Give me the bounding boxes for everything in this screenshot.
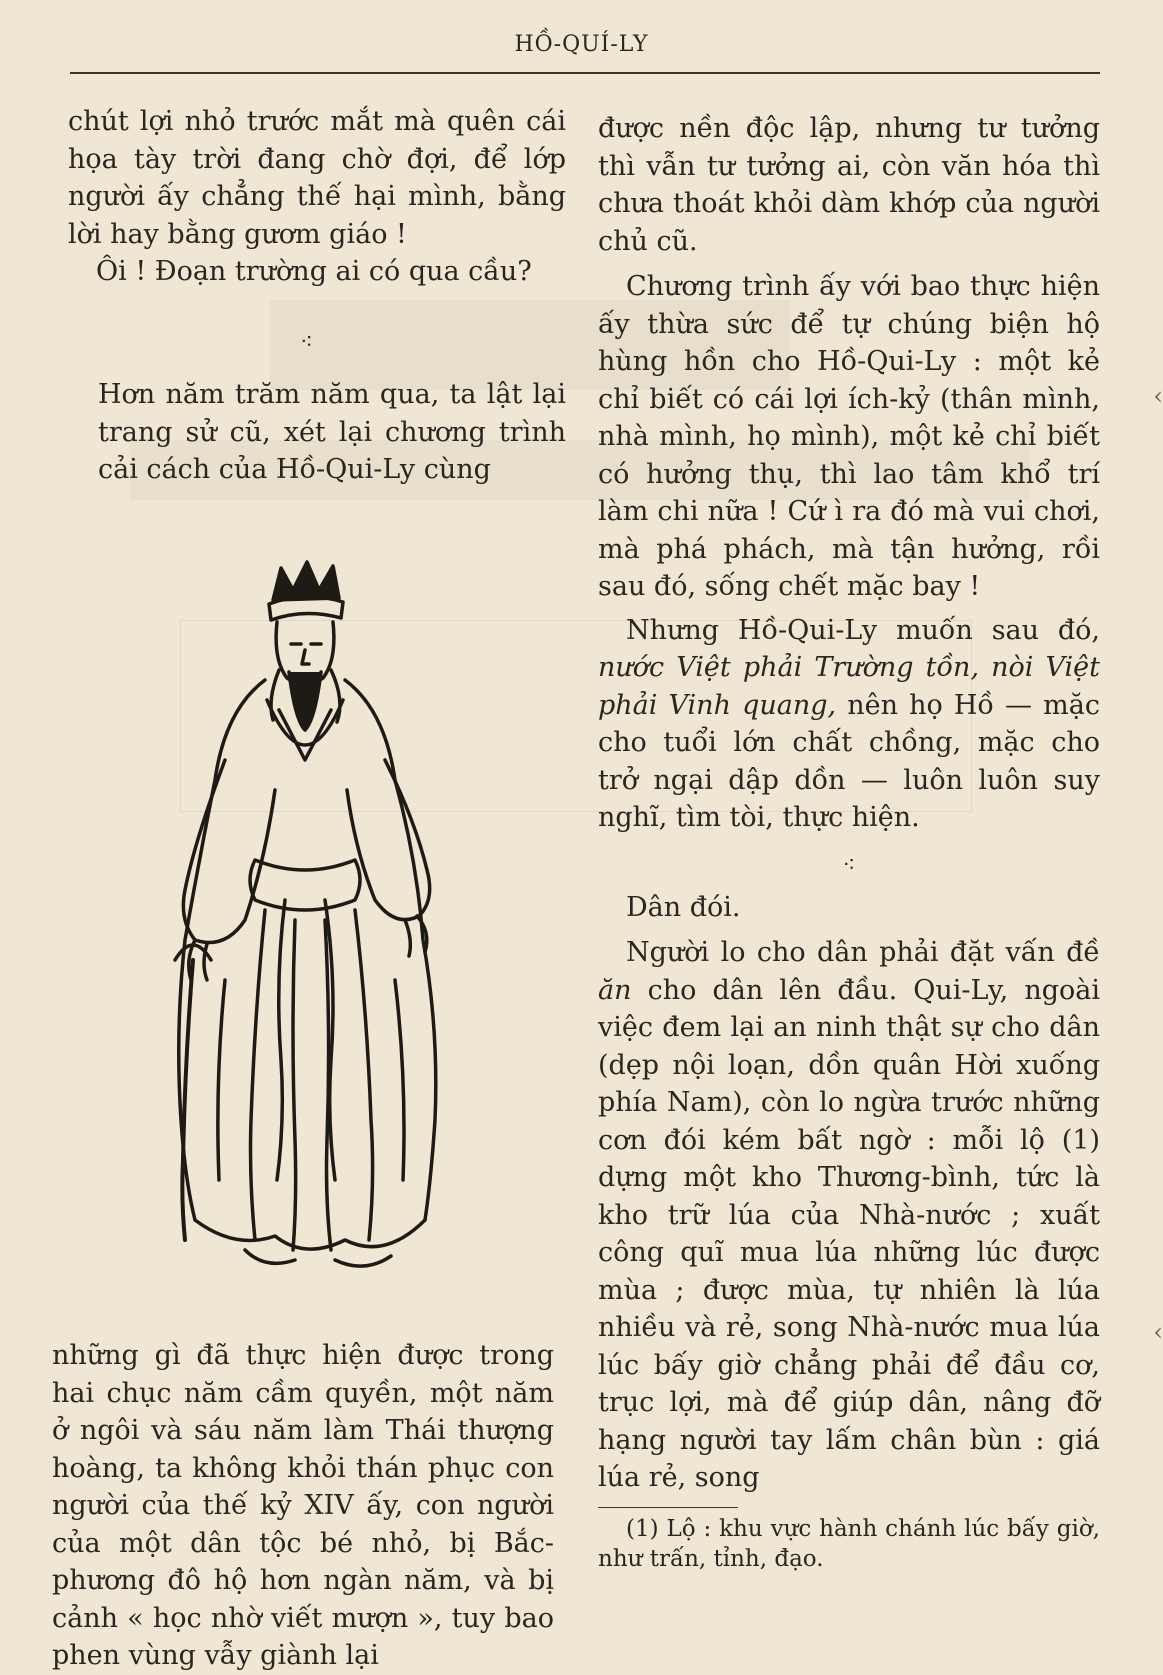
paragraph: Chương trình ấy với bao thực hiện ấy thừa sức để tự chúng biện hộ hùng hồn cho Hồ-Qui-Ly : một kẻ chỉ biết có cái lợi ích-kỷ (thân mình, nhà mình, họ mình), một kẻ chỉ biết có hưởng thụ, thì lao tâm khổ trí làm chi nữa ! Cứ ì ra đó mà vui chơi, mà phá phách, mà tận hưởng, rồi sau đó, sống chết mặc bay ! (598, 271, 1100, 602)
paragraph (598, 612, 1100, 837)
footnote: (1) Lộ : khu vực hành chánh lúc bấy giờ, như trấn, tỉnh, đạo. (598, 1515, 1100, 1572)
section-separator: ⁖ (300, 330, 313, 355)
paragraph-text: Người lo cho dân phải đặt vấn đề (626, 937, 1100, 968)
paragraph-text: Nhưng Hồ-Qui-Ly muốn sau đó, (626, 614, 1100, 646)
italic-phrase: nước Việt phải Trường tồn, nòi Việt phải Vinh quang, (598, 652, 1100, 721)
paragraph-text: cho dân lên đầu. Qui-Ly, ngoài việc đem lại an ninh thật sự cho dân (dẹp nội loạn, dồn quân Hời xuống phía Nam), còn lo ngừa trước những cơn đói kém bất ngờ : mỗi lộ (1) dựng một kho Thương-bình, tức là kho trữ lúa của Nhà-nước ; xuất công quĩ mua lúa những lúc được mùa ; được mùa, tự nhiên là lúa nhiều và rẻ, song Nhà-nước mua lúa lúc bấy giờ chẳng phải để đầu cơ, trục lợi, mà để giúp dân, nâng đỡ hạng người tay lấm chân bùn : giá lúa rẻ, song (598, 974, 1100, 1493)
paragraph: Ôi ! Đoạn trường ai có qua cầu? (96, 256, 532, 287)
left-column-bottom (52, 1337, 554, 1675)
section-heading: Dân đói. (626, 891, 741, 923)
paragraph: những gì đã thực hiện được trong hai chục năm cầm quyền, một năm ở ngôi và sáu năm làm Thái thượng hoàng, ta không khỏi thán phục con người của thế kỷ XIV ấy, con người của một dân tộc bé nhỏ, bị Bắc-phương đô hộ hơn ngàn năm, và bị cảnh « học nhờ viết mượn », tuy bao phen vùng vẫy giành lại (52, 1340, 554, 1671)
header-rule (70, 72, 1100, 74)
paragraph (598, 934, 1100, 1497)
left-column-middle (98, 376, 566, 489)
right-column (598, 110, 1100, 1574)
paragraph: được nền độc lập, nhưng tư tưởng thì vẫn tư tưởng ai, còn văn hóa thì chưa thoát khỏi dàm khớp của người chủ cũ. (598, 113, 1100, 257)
portrait-illustration (155, 560, 475, 1280)
binding-hole-mark: ‹ (1153, 382, 1163, 410)
paragraph: chút lợi nhỏ trước mắt mà quên cái họa tày trời đang chờ đợi, để lớp người ấy chẳng thế hại mình, bằng lời hay bằng gươm giáo ! (68, 106, 566, 250)
binding-hole-mark: ‹ (1153, 1318, 1163, 1346)
paragraph: Hơn năm trăm năm qua, ta lật lại trang sử cũ, xét lại chương trình cải cách của Hồ-Qui-Ly cùng (98, 379, 566, 485)
portrait-drawing (155, 560, 475, 1280)
italic-word: ăn (598, 974, 632, 1006)
section-separator: ⁖ (842, 852, 856, 878)
left-column-top (68, 103, 566, 291)
running-title: HỒ-QUÍ-LY (514, 32, 649, 57)
paragraph-text: nên họ Hồ — mặc cho tuổi lớn chất chồng, mặc cho trở ngại dập dồn — luôn luôn suy nghĩ, tìm tòi, thực hiện. (598, 689, 1100, 833)
footnote-rule (598, 1507, 738, 1508)
